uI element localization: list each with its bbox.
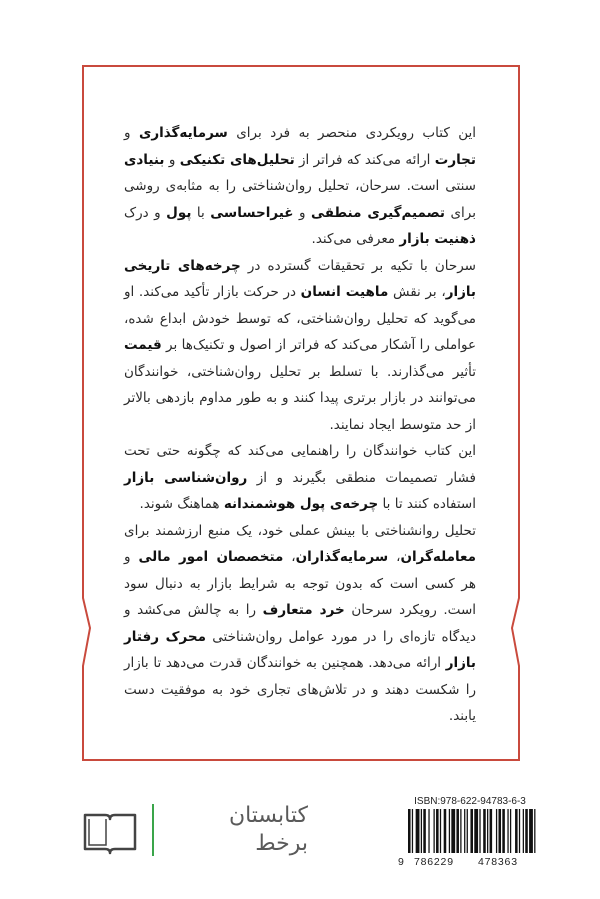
barcode-bar [428, 809, 429, 853]
description-text [124, 120, 476, 730]
barcode-bar [449, 809, 450, 853]
barcode-bar [436, 809, 439, 853]
isbn-label: ISBN:978-622-94783-6-3 [414, 796, 526, 807]
barcode-bar [412, 809, 413, 853]
logo-subtitle: برخط [255, 831, 308, 856]
barcode-digits [398, 856, 540, 870]
text-run: معرفی می‌کند. [311, 231, 400, 247]
barcode-bar [534, 809, 535, 853]
barcode-bar [479, 809, 480, 853]
bold-term: پول [166, 204, 192, 221]
paragraph-4 [124, 518, 476, 730]
barcode-bar [502, 809, 505, 853]
barcode-bar [444, 809, 447, 853]
text-run: تأثیر می‌گذارند. با تسلط بر تحلیل روان‌شناختی، خوانندگان می‌توانند در بازار برتری پیدا کنند و به طور مداوم بازدهی بالاتر از حد متوسط ایجاد نمایند. [124, 363, 476, 433]
barcode-bar [474, 809, 478, 853]
text-run: این کتاب رویکردی منحصر به فرد برای [227, 125, 476, 141]
text-run: و [164, 151, 180, 168]
barcode-bar [440, 809, 441, 853]
barcode-bar [510, 809, 511, 853]
bold-term: بنیادی [124, 151, 165, 168]
bold-term: چرخه‌ی پول هوشمندانه [223, 496, 379, 512]
paragraph-3 [124, 438, 476, 518]
text-run: هماهنگ شوند. [139, 496, 224, 512]
bold-term: محرک رفتار بازار [124, 628, 476, 671]
barcode-bar [490, 809, 493, 853]
text-run: و درک [124, 204, 167, 221]
book-icon [82, 802, 138, 858]
barcode-bar [408, 809, 411, 853]
text-run: و هر کسی است که بدون توجه به شرایط بازار به دنبال سود است. رویکرد سرحان [124, 549, 476, 618]
paragraph-1 [124, 120, 476, 253]
barcode-bar [507, 809, 508, 853]
barcode-bar [460, 809, 461, 853]
barcode-bar [525, 809, 528, 853]
logo-divider [152, 804, 154, 856]
barcode-bar [470, 809, 473, 853]
bold-term: ذهنیت بازار [399, 231, 476, 247]
bold-term: تحلیل‌های تکنیکی [179, 151, 295, 168]
barcode-bar [515, 809, 518, 853]
barcode-bar [423, 809, 426, 853]
bold-term: تجارت [434, 151, 476, 168]
text-run: و [124, 125, 139, 141]
barcode-bar [467, 809, 468, 853]
text-run: در حرکت بازار تأکید می‌کند. او می‌گوید که تحلیل روان‌شناختی، که توسط خودش ابداع شده، عواملی را آشکار می‌کند که فراتر از اصول و تکنیک‌ها بر [124, 284, 476, 353]
bold-term: ماهیت انسان [300, 284, 389, 300]
bold-term: متخصصان امور مالی [138, 549, 284, 565]
text-run: ارائه می‌دهد. همچنین به خوانندگان قدرت می‌دهد تا بازار را شکست دهند و در تلاش‌های تجاری خود به موفقیت دست یابند. [124, 655, 476, 724]
text-run: این کتاب خوانندگان را راهنمایی می‌کند که چگونه حتی تحت فشار تصمیمات منطقی بگیرند و از [124, 443, 476, 486]
bold-term: سرمایه‌گذاران [295, 549, 389, 565]
bold-term: خرد متعارف [262, 602, 345, 618]
barcode-bar [519, 809, 520, 853]
barcode-digit-first: 9 [398, 856, 404, 868]
bold-term: چرخه‌های تاریخی بازار [124, 257, 476, 300]
text-run: ، بر نقش [388, 284, 446, 300]
text-run: ارائه می‌کند که فراتر از [294, 151, 435, 168]
bold-term: روان‌شناسی بازار [124, 469, 248, 486]
paragraph-2 [124, 253, 476, 439]
bold-term: معامله‌گران [400, 549, 476, 565]
barcode-bar [523, 809, 524, 853]
barcode-bar [421, 809, 422, 853]
barcode-bar [529, 809, 533, 853]
text-run: و [293, 204, 312, 221]
text-run: سنتی است. سرحان، تحلیل روان‌شناختی را به مثابه‌ی روشی برای [124, 178, 477, 221]
logo-name: کتابستان [228, 803, 308, 828]
barcode-bar [433, 809, 434, 853]
barcode-bar [451, 809, 455, 853]
barcode-digits-left: 786229 [414, 856, 454, 868]
barcode-bar [487, 809, 488, 853]
barcode-bar [498, 809, 501, 853]
bold-term: قیمت [124, 337, 162, 353]
text-run: با [191, 204, 211, 221]
barcode-bar [464, 809, 465, 853]
bold-term: سرمایه‌گذاری [138, 125, 228, 141]
text-run: استفاده کنند تا با [378, 496, 476, 512]
bold-term: تصمیم‌گیری منطقی [311, 204, 445, 221]
barcode-bar [496, 809, 497, 853]
publisher-logo [82, 802, 307, 858]
text-run: ، [283, 549, 296, 565]
text-run: تحلیل روانشناختی با بینش عملی خود، یک منبع ارزشمند برای [124, 522, 476, 539]
barcode-bar [416, 809, 420, 853]
barcode-bar [456, 809, 459, 853]
text-run: ، [388, 549, 401, 565]
barcode-digits-right: 478363 [478, 856, 518, 868]
barcode [408, 809, 538, 853]
text-run: را به چالش می‌کشد و دیدگاه تازه‌ای را در مورد عوامل روان‌شناختی [124, 602, 476, 645]
text-run: سرحان با تکیه بر تحقیقات گسترده در [240, 257, 476, 274]
bold-term: غیراحساسی [210, 204, 294, 221]
barcode-bar [483, 809, 486, 853]
